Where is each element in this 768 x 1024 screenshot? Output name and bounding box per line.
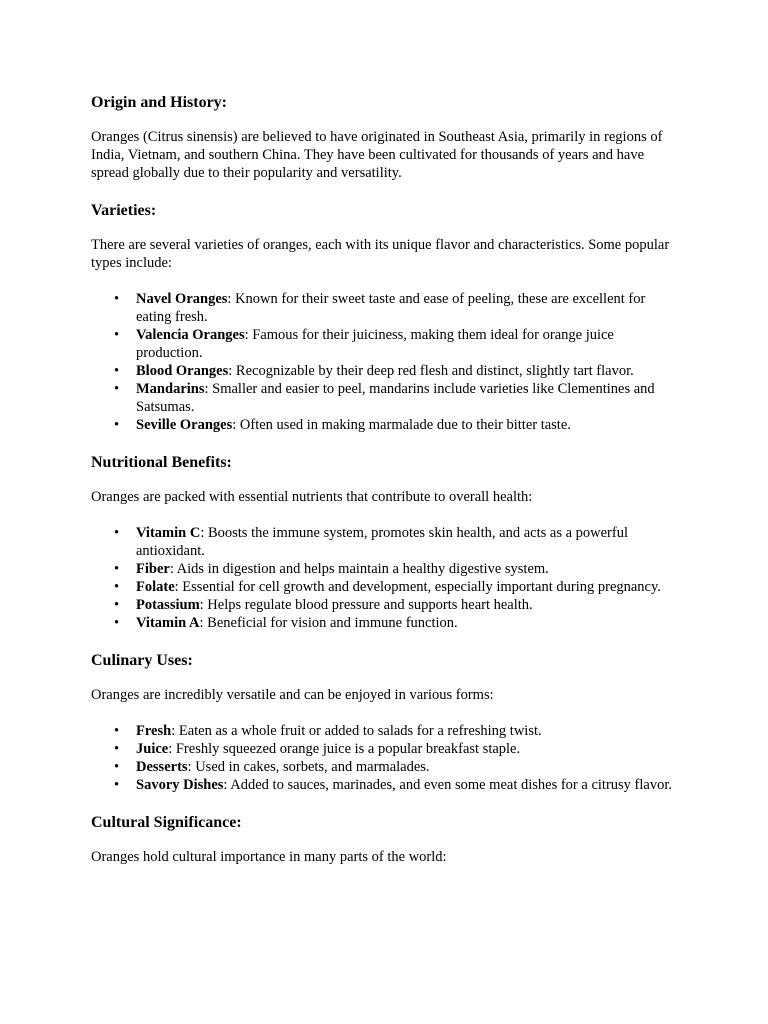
list-item-text: : Known for their sweet taste and ease of peeling, these are excellent for eating fresh. bbox=[136, 291, 646, 325]
list-item-term: Mandarins bbox=[136, 381, 205, 397]
list-item-term: Fiber bbox=[136, 561, 170, 577]
list-item-text: : Freshly squeezed orange juice is a popular breakfast staple. bbox=[168, 741, 521, 757]
list-item-term: Potassium bbox=[136, 597, 200, 613]
bullet-icon: • bbox=[114, 381, 120, 397]
list-item bbox=[114, 560, 681, 578]
bullet-icon: • bbox=[114, 759, 120, 775]
list-item-text: : Used in cakes, sorbets, and marmalades. bbox=[187, 759, 430, 775]
bullet-list bbox=[91, 524, 681, 632]
list-item-term: Fresh bbox=[136, 723, 172, 739]
section-paragraph: There are several varieties of oranges, each with its unique flavor and characteristics. Some popular types include: bbox=[91, 237, 670, 271]
bullet-icon: • bbox=[114, 579, 120, 595]
bullet-icon: • bbox=[114, 777, 120, 793]
list-item bbox=[114, 416, 681, 434]
list-item-term: Folate bbox=[136, 579, 175, 595]
bullet-icon: • bbox=[114, 417, 120, 433]
list-item-text: : Helps regulate blood pressure and supports heart health. bbox=[199, 597, 533, 613]
bullet-icon: • bbox=[114, 723, 120, 739]
bullet-icon: • bbox=[114, 363, 120, 379]
bullet-icon: • bbox=[114, 291, 120, 307]
list-item-text: : Eaten as a whole fruit or added to salads for a refreshing twist. bbox=[171, 723, 542, 739]
list-item-text: : Boosts the immune system, promotes skin health, and acts as a powerful antioxidant. bbox=[136, 525, 628, 559]
list-item-text: : Famous for their juiciness, making them ideal for orange juice production. bbox=[136, 327, 614, 361]
list-item-text: : Essential for cell growth and development, especially important during pregnancy. bbox=[174, 579, 661, 595]
list-item-term: Vitamin C bbox=[136, 525, 201, 541]
section-heading: Cultural Significance: bbox=[91, 814, 242, 831]
list-item-term: Seville Oranges bbox=[136, 417, 233, 433]
list-item-term: Navel Oranges bbox=[136, 291, 228, 307]
list-item bbox=[114, 758, 681, 776]
list-item bbox=[114, 578, 681, 596]
list-item-term: Desserts bbox=[136, 759, 188, 775]
bullet-icon: • bbox=[114, 741, 120, 757]
list-item bbox=[114, 614, 681, 632]
list-item bbox=[114, 362, 681, 380]
section-paragraph: Oranges are incredibly versatile and can be enjoyed in various forms: bbox=[91, 687, 494, 703]
section-heading: Nutritional Benefits: bbox=[91, 454, 232, 471]
list-item bbox=[114, 326, 681, 362]
list-item-term: Juice bbox=[136, 741, 169, 757]
list-item-text: : Recognizable by their deep red flesh and distinct, slightly tart flavor. bbox=[228, 363, 634, 379]
bullet-icon: • bbox=[114, 327, 120, 343]
list-item bbox=[114, 380, 681, 416]
list-item-term: Valencia Oranges bbox=[136, 327, 245, 343]
bullet-list bbox=[91, 290, 681, 434]
section-heading: Varieties: bbox=[91, 202, 157, 219]
section-paragraph: Oranges hold cultural importance in many parts of the world: bbox=[91, 849, 447, 865]
list-item bbox=[114, 596, 681, 614]
list-item-term: Blood Oranges bbox=[136, 363, 229, 379]
document-page bbox=[91, 92, 681, 866]
bullet-icon: • bbox=[114, 561, 120, 577]
section-heading: Culinary Uses: bbox=[91, 652, 193, 669]
list-item bbox=[114, 290, 681, 326]
list-item-text: : Smaller and easier to peel, mandarins include varieties like Clementines and Satsumas. bbox=[136, 381, 655, 415]
list-item-text: : Aids in digestion and helps maintain a healthy digestive system. bbox=[169, 561, 549, 577]
list-item-text: : Often used in making marmalade due to their bitter taste. bbox=[232, 417, 571, 433]
list-item-term: Savory Dishes bbox=[136, 777, 224, 793]
list-item bbox=[114, 776, 681, 794]
list-item-text: : Added to sauces, marinades, and even some meat dishes for a citrusy flavor. bbox=[223, 777, 672, 793]
bullet-icon: • bbox=[114, 525, 120, 541]
list-item-term: Vitamin A bbox=[136, 615, 200, 631]
bullet-icon: • bbox=[114, 597, 120, 613]
bullet-icon: • bbox=[114, 615, 120, 631]
list-item bbox=[114, 524, 681, 560]
section-heading: Origin and History: bbox=[91, 94, 228, 111]
section-paragraph: Oranges are packed with essential nutrients that contribute to overall health: bbox=[91, 489, 533, 505]
list-item bbox=[114, 740, 681, 758]
list-item bbox=[114, 722, 681, 740]
list-item-text: : Beneficial for vision and immune function. bbox=[199, 615, 458, 631]
bullet-list bbox=[91, 722, 681, 794]
section-paragraph: Oranges (Citrus sinensis) are believed to have originated in Southeast Asia, primarily in regions of India, Vietnam, and southern China. They have been cultivated for thousands of years and have spread globally due to their popularity and versatility. bbox=[91, 129, 663, 181]
